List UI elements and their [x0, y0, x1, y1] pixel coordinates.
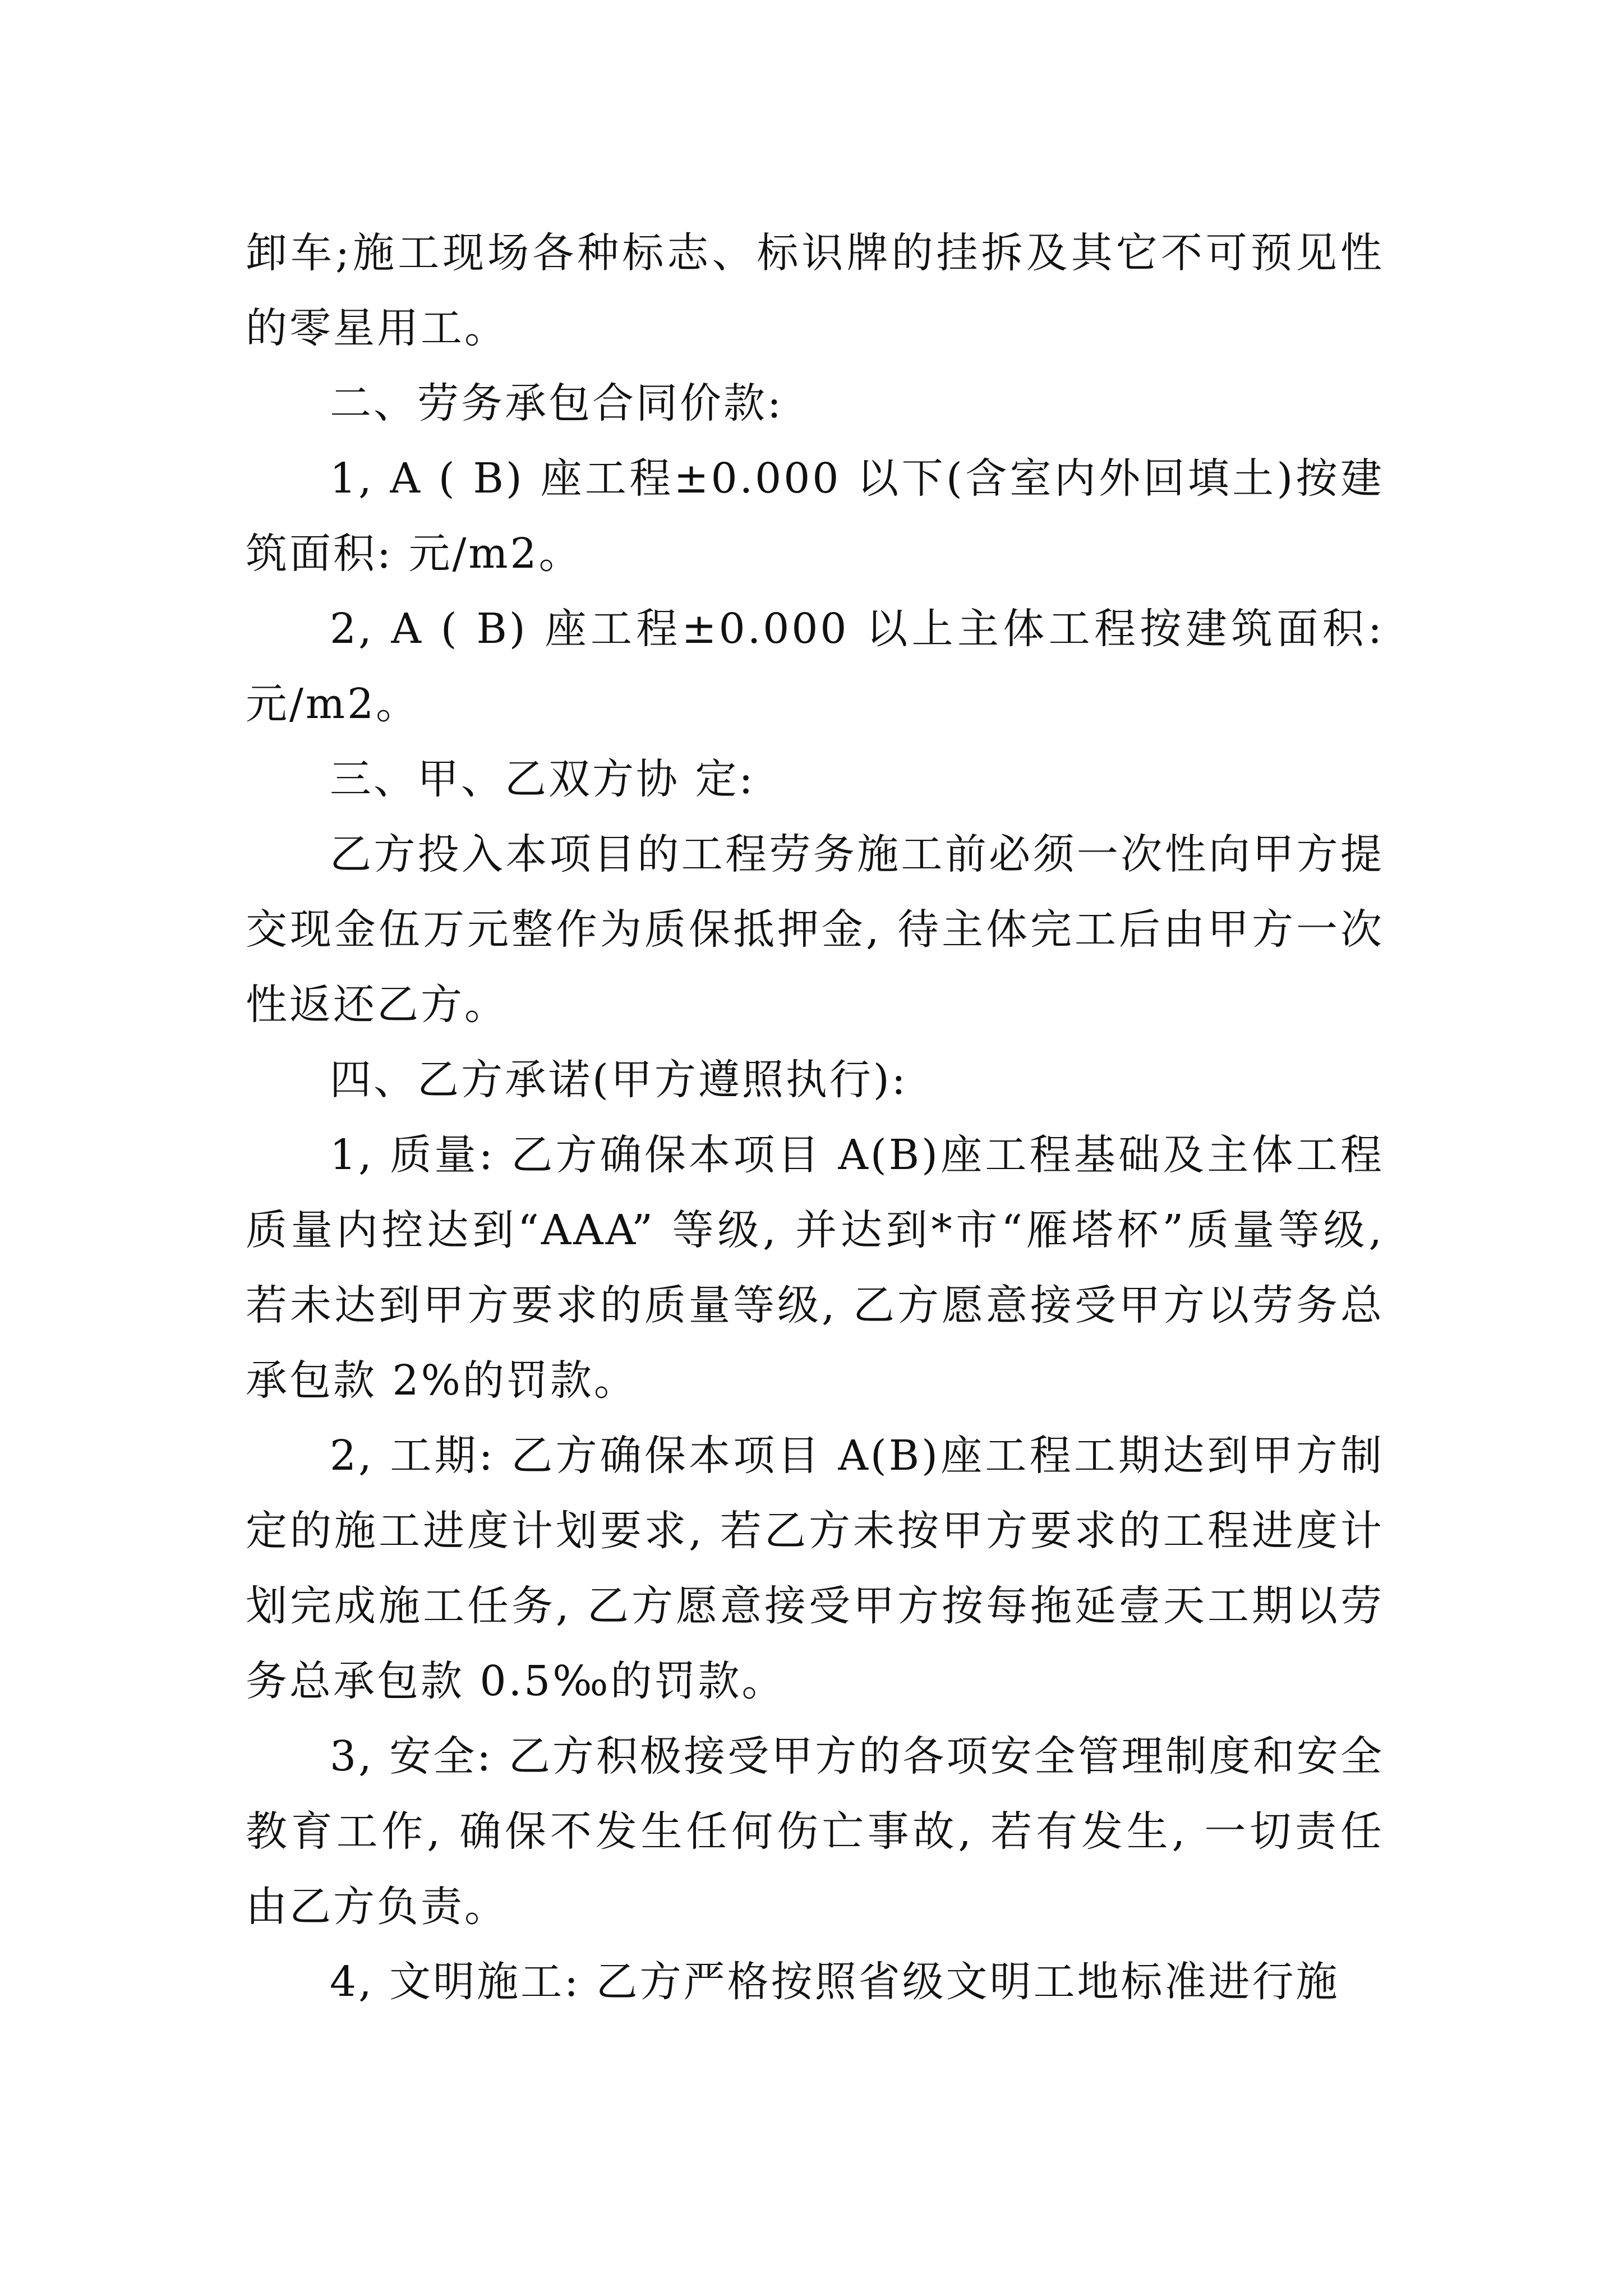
- paragraph-quality: 1, 质量: 乙方确保本项目 A(B)座工程基础及主体工程质量内控达到“AAA” 等级, 并达到*市“雁塔杯”质量等级, 若未达到甲方要求的质量等级, 乙方愿意接受甲方以劳务总承包款 2%的罚款。: [246, 1131, 1384, 1405]
- paragraph-price-item-1: 1, A ( B) 座工程±0.000 以下(含室内外回填土)按建筑面积: 元/m2。: [246, 454, 1384, 578]
- paragraph-safety: 3, 安全: 乙方积极接受甲方的各项安全管理制度和安全教育工作, 确保不发生任何伤亡事故, 若有发生, 一切责任由乙方负责。: [246, 1732, 1384, 1931]
- section-heading-contract-price: 二、劳务承包合同价款:: [330, 379, 783, 427]
- paragraph-deposit: 乙方投入本项目的工程劳务施工前必须一次性向甲方提交现金伍万元整作为质保抵押金, 待主体完工后由甲方一次性返还乙方。: [246, 830, 1384, 1029]
- section-heading-agreement: 三、甲、乙双方协 定:: [330, 755, 755, 803]
- document-page: [246, 215, 1384, 2019]
- paragraph-schedule: 2, 工期: 乙方确保本项目 A(B)座工程工期达到甲方制定的施工进度计划要求, 若乙方未按甲方要求的工程进度计划完成施工任务, 乙方愿意接受甲方按每拖延壹天工期以劳务总承包款 0.5‰的罚款。: [246, 1432, 1384, 1705]
- paragraph-price-item-2: 2, A ( B) 座工程±0.000 以上主体工程按建筑面积: 元/m2。: [246, 605, 1384, 728]
- paragraph-civilized-construction: 4, 文明施工: 乙方严格按照省级文明工地标准进行施: [330, 1958, 1340, 2006]
- section-heading-commitments: 四、乙方承诺(甲方遵照执行):: [330, 1056, 908, 1104]
- paragraph-continuation: 卸车;施工现场各种标志、标识牌的挂拆及其它不可预见性的零星用工。: [246, 229, 1384, 352]
